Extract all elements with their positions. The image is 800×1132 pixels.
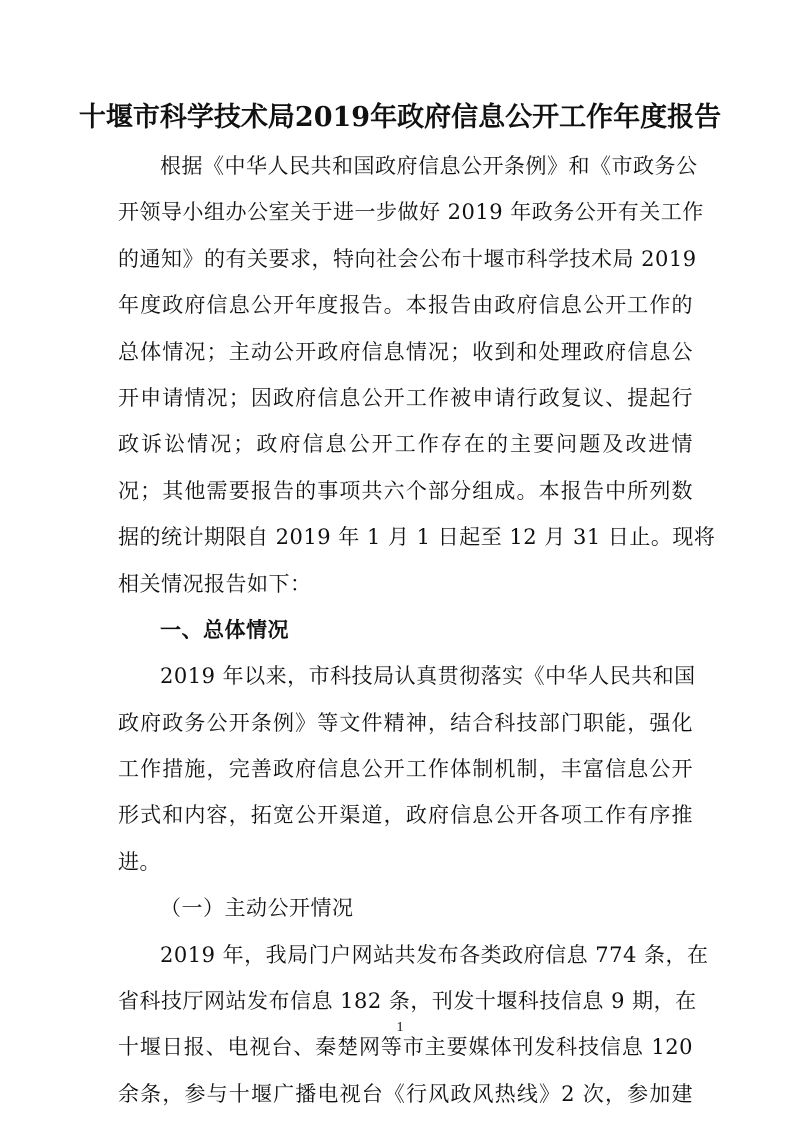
- paragraph-line: 况；其他需要报告的事项共六个部分组成。本报告中所列数: [118, 478, 693, 503]
- paragraph-line: 形式和内容，拓宽公开渠道，政府信息公开各项工作有序推: [118, 803, 693, 828]
- paragraph-line: 十堰日报、电视台、秦楚网等市主要媒体刊发科技信息 120: [118, 1035, 693, 1060]
- paragraph-line: 年度政府信息公开年度报告。本报告由政府信息公开工作的: [118, 293, 693, 318]
- paragraph-line: 省科技厅网站发布信息 182 条，刊发十堰科技信息 9 期，在: [118, 989, 697, 1014]
- paragraph-line: 据的统计期限自 2019 年 1 月 1 日起至 12 月 31 日止。现将: [118, 525, 716, 550]
- page-number: 1: [396, 1020, 404, 1035]
- paragraph-line: 开领导小组办公室关于进一步做好 2019 年政务公开有关工作: [118, 200, 704, 225]
- document-title: 十堰市科学技术局2019年政府信息公开工作年度报告: [78, 102, 722, 133]
- paragraph-line: 相关情况报告如下：: [118, 571, 312, 596]
- paragraph-line: 政诉讼情况；政府信息公开工作存在的主要问题及改进情: [118, 432, 693, 457]
- paragraph-line: 2019 年以来，市科技局认真贯彻落实《中华人民共和国: [160, 664, 696, 689]
- section-heading: 一、总体情况: [160, 617, 289, 642]
- paragraph-line: 总体情况；主动公开政府信息情况；收到和处理政府信息公: [118, 339, 693, 364]
- paragraph-line: 政府政务公开条例》等文件精神，结合科技部门职能，强化: [118, 710, 693, 735]
- paragraph-line: 的通知》的有关要求，特向社会公布十堰市科学技术局 2019: [118, 246, 697, 271]
- document-body: [118, 143, 716, 1117]
- paragraph-line: 2019 年，我局门户网站共发布各类政府信息 774 条，在: [160, 942, 709, 967]
- subsection-heading: （一）主动公开情况: [160, 896, 354, 921]
- paragraph-line: 根据《中华人民共和国政府信息公开条例》和《市政务公: [160, 154, 698, 178]
- paragraph-line: 工作措施，完善政府信息公开工作体制机制，丰富信息公开: [118, 757, 693, 782]
- paragraph-line: 进。: [118, 849, 161, 874]
- paragraph-line: 余条，参与十堰广播电视台《行风政风热线》2 次，参加建: [118, 1081, 693, 1106]
- paragraph-line: 开申请情况；因政府信息公开工作被申请行政复议、提起行: [118, 385, 693, 410]
